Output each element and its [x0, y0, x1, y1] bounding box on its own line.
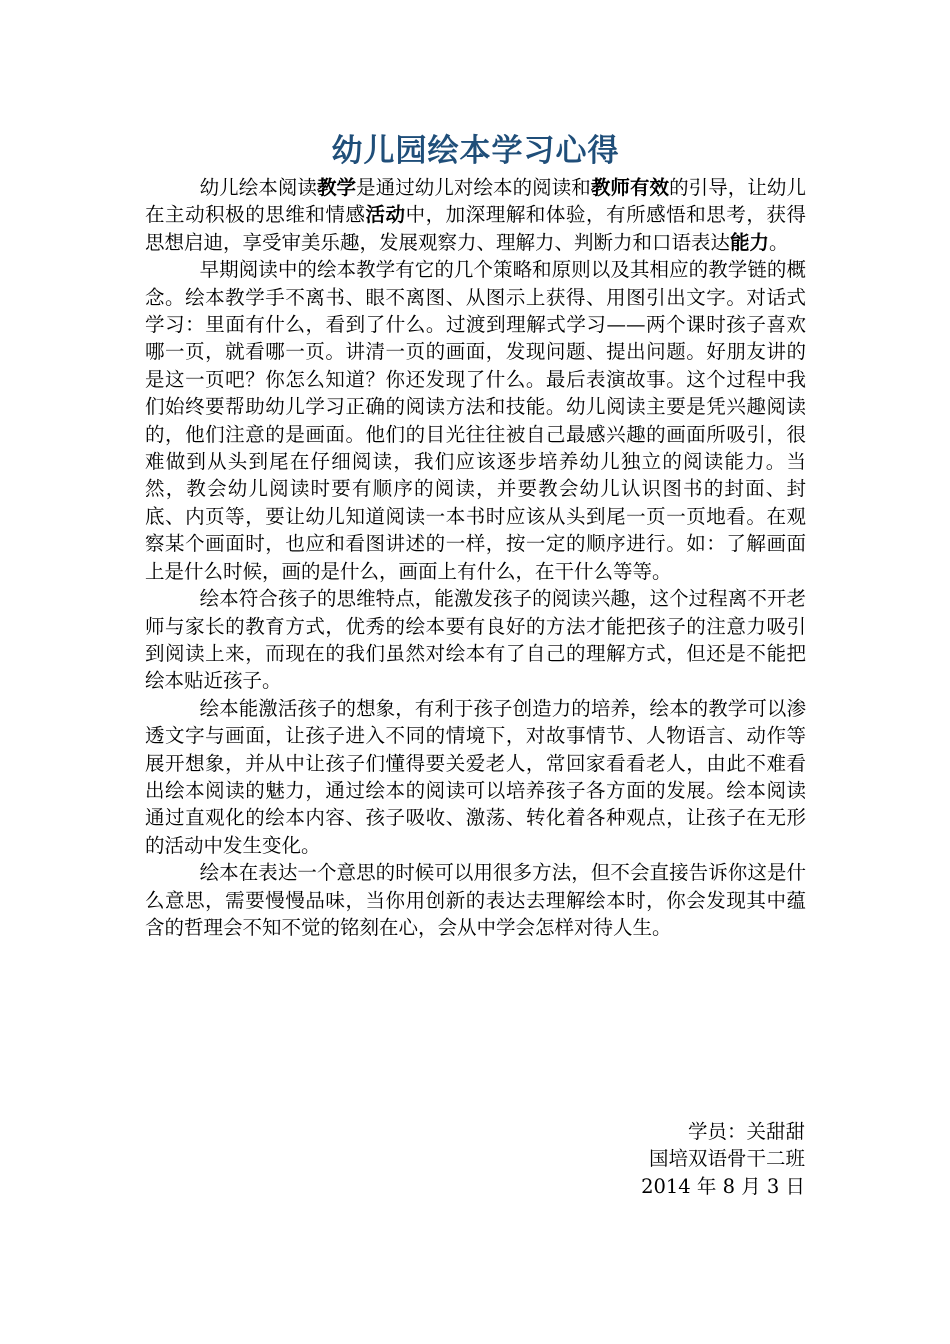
keyword-ability: 能力: [730, 230, 770, 254]
paragraph-1-text-1: 幼儿绘本阅读: [199, 176, 317, 199]
keyword-activity: 活动: [365, 203, 406, 227]
paragraph-1-text-3: 的引导，让幼儿在主动积极的思维和情感: [145, 176, 806, 227]
paragraph-5: 绘本在表达一个意思的时候可以用很多方法，但不会直接告诉你这是什么意思，需要慢慢品味，当你用创新的表达去理解绘本时，你会发现其中蕴含的哲理会不知不觉的铭刻在心，会从中学会怎样对待人生。: [145, 861, 806, 939]
paragraph-1-text-5: 。: [769, 230, 789, 254]
signature-block: [641, 1118, 805, 1200]
paragraph-2: 早期阅读中的绘本教学有它的几个策略和原则以及其相应的教学链的概念。绘本教学手不离书、眼不离图、从图示上获得、用图引出文字。对话式学习：里面有什么，看到了什么。过渡到理解式学习——两个课时孩子喜欢哪一页，就看哪一页。讲清一页的画面，发现问题、提出问题。好朋友讲的是这一页吧？你怎么知道？你还发现了什么。最后表演故事。这个过程中我们始终要帮助幼儿学习正确的阅读方法和技能。幼儿阅读主要是凭兴趣阅读的，他们注意的是画面。他们的目光往往被自己最感兴趣的画面所吸引，很难做到从头到尾在仔细阅读，我们应该逐步培养幼儿独立的阅读能力。当然，教会幼儿阅读时要有顺序的阅读，并要教会幼儿认识图书的封面、封底、内页等，要让幼儿知道阅读一本书时应该从头到尾一页一页地看。在观察某个画面时，也应和看图讲述的一样，按一定的顺序进行。如：了解画面上是什么时候，画的是什么，画面上有什么，在干什么等等。: [145, 258, 806, 583]
document-title: 幼儿园绘本学习心得: [331, 133, 620, 169]
paragraph-1-text-4: 中，加深理解和体验，有所感悟和思考，获得思想启迪，享受审美乐趣，发展观察力、理解力、判断力和口语表达: [145, 203, 806, 254]
signature-date: 2014 年 8 月 3 日: [641, 1174, 805, 1198]
keyword-teacher-effective: 教师有效: [590, 176, 670, 199]
paragraph-3: 绘本符合孩子的思维特点，能激发孩子的阅读兴趣，这个过程离不开老师与家长的教育方式，优秀的绘本要有良好的方法才能把孩子的注意力吸引到阅读上来，而现在的我们虽然对绘本有了自己的理解方式，但还是不能把绘本贴近孩子。: [145, 587, 806, 693]
paragraph-1-text-2: 是通过幼儿对绘本的阅读和: [356, 176, 591, 199]
document-body: [145, 174, 806, 941]
keyword-teaching: 教学: [316, 176, 357, 199]
paragraph-4: 绘本能激活孩子的想象，有利于孩子创造力的培养，绘本的教学可以渗透文字与画面，让孩子进入不同的情境下，对故事情节、人物语言、动作等展开想象，并从中让孩子们懂得要关爱老人，常回家看看老人，由此不难看出绘本阅读的魅力，通过绘本的阅读可以培养孩子各方面的发展。绘本阅读通过直观化的绘本内容、孩子吸收、激荡、转化着各种观点，让孩子在无形的活动中发生变化。: [145, 696, 806, 857]
document-page: [145, 128, 806, 941]
signature-student: 学员：关甜甜: [687, 1120, 805, 1143]
paragraph-1: [145, 174, 806, 256]
signature-class: 国培双语骨干二班: [648, 1147, 805, 1171]
